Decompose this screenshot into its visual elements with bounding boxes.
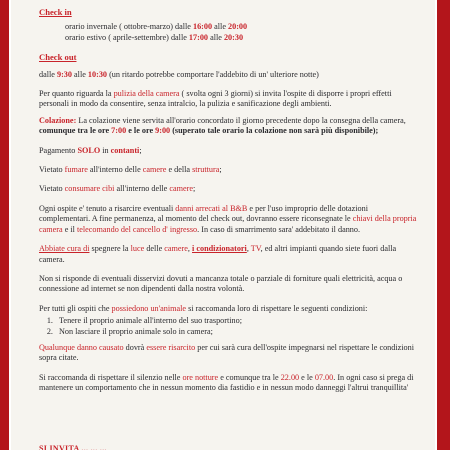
checkout-title: Check out bbox=[39, 52, 77, 63]
animals-paragraph: Per tutti gli ospiti che possiedono un'animale si raccomanda loro di rispettare le seguenti condizioni: bbox=[39, 303, 368, 313]
cleaning-paragraph: Per quanto riguarda la pulizia della camera ( svolta ogni 3 giorni) si invita l'ospite di disporre i propri effetti personali in modo da consentire, senza intralcio, la pulizia e sanificazione degli ambienti. bbox=[39, 89, 392, 109]
list-item: 2. Non lasciare il proprio animale solo in camera; bbox=[55, 327, 421, 337]
animal-conditions-list bbox=[39, 316, 421, 337]
notice-content bbox=[39, 2, 421, 394]
no-food-rule: Vietato consumare cibi all'interno delle camere; bbox=[39, 184, 196, 194]
footer-cutoff-text: SI INVITA ... ... ... bbox=[39, 444, 107, 450]
breakfast-paragraph: Colazione: La colazione viene servita all'orario concordato il giorno precedente dopo la consegna della camera, comunque tra le ore 7:00 e le ore 9:00 (superato tale orario la colazione non sarà più disponibile); bbox=[39, 115, 406, 136]
checkout-hours: dalle 9:30 alle 10:30 (un ritardo potrebbe comportare l'addebito di un' ulteriore notte) bbox=[39, 69, 319, 79]
damage-paragraph: Ogni ospite e' tenuto a risarcire eventuali danni arrecati al B&B e per l'uso improprio delle dotazioni complementari. A fine permanenza, al momento del check out, dovranno essere riconsegnate le chiavi della propria camera e il telecomando del cancello d' ingresso. In caso di smarrimento sara' addebitato il danno. bbox=[39, 203, 417, 234]
checkin-summer: orario estivo ( aprile-settembre) dalle 17:00 alle 20:30 bbox=[65, 32, 244, 42]
silence-paragraph: Si raccomanda di rispettare il silenzio nelle ore notture e comunque tra le 22.00 e le 07.00. In ogni caso si prega di mantenere un comportamento che in nessun momento dia fastidio e in nessun modo danneggi l'altrui tranquillita' bbox=[39, 372, 414, 393]
checkin-title: Check in bbox=[39, 7, 72, 17]
no-smoking-rule: Vietato fumare all'interno delle camere e della struttura; bbox=[39, 165, 222, 175]
liability-paragraph: Non si risponde di eventuali disservizi dovuti a mancanza totale o parziale di forniture quali elettricità, acqua o connessione ad internet se non dipendenti dalla nostra volontà. bbox=[39, 273, 403, 294]
payment-rule: Pagamento SOLO in contanti; bbox=[39, 145, 142, 155]
checkin-winter: orario invernale ( ottobre-marzo) dalle 16:00 alle 20:00 bbox=[65, 22, 248, 32]
notice-sheet bbox=[9, 0, 437, 450]
animal-damage-paragraph: Qualunque danno causato dovrà essere risarcito per cui sarà cura dell'ospite impegnarsi nel rispettare le condizioni sopra citate. bbox=[39, 342, 415, 363]
list-item: 1. Tenere il proprio animale all'interno del suo trasportino; bbox=[55, 316, 421, 326]
lights-paragraph: Abbiate cura di spegnere la luce delle camere, i condizionatori, TV, ed altri impianti quando siete fuori dalla camera. bbox=[39, 244, 397, 264]
